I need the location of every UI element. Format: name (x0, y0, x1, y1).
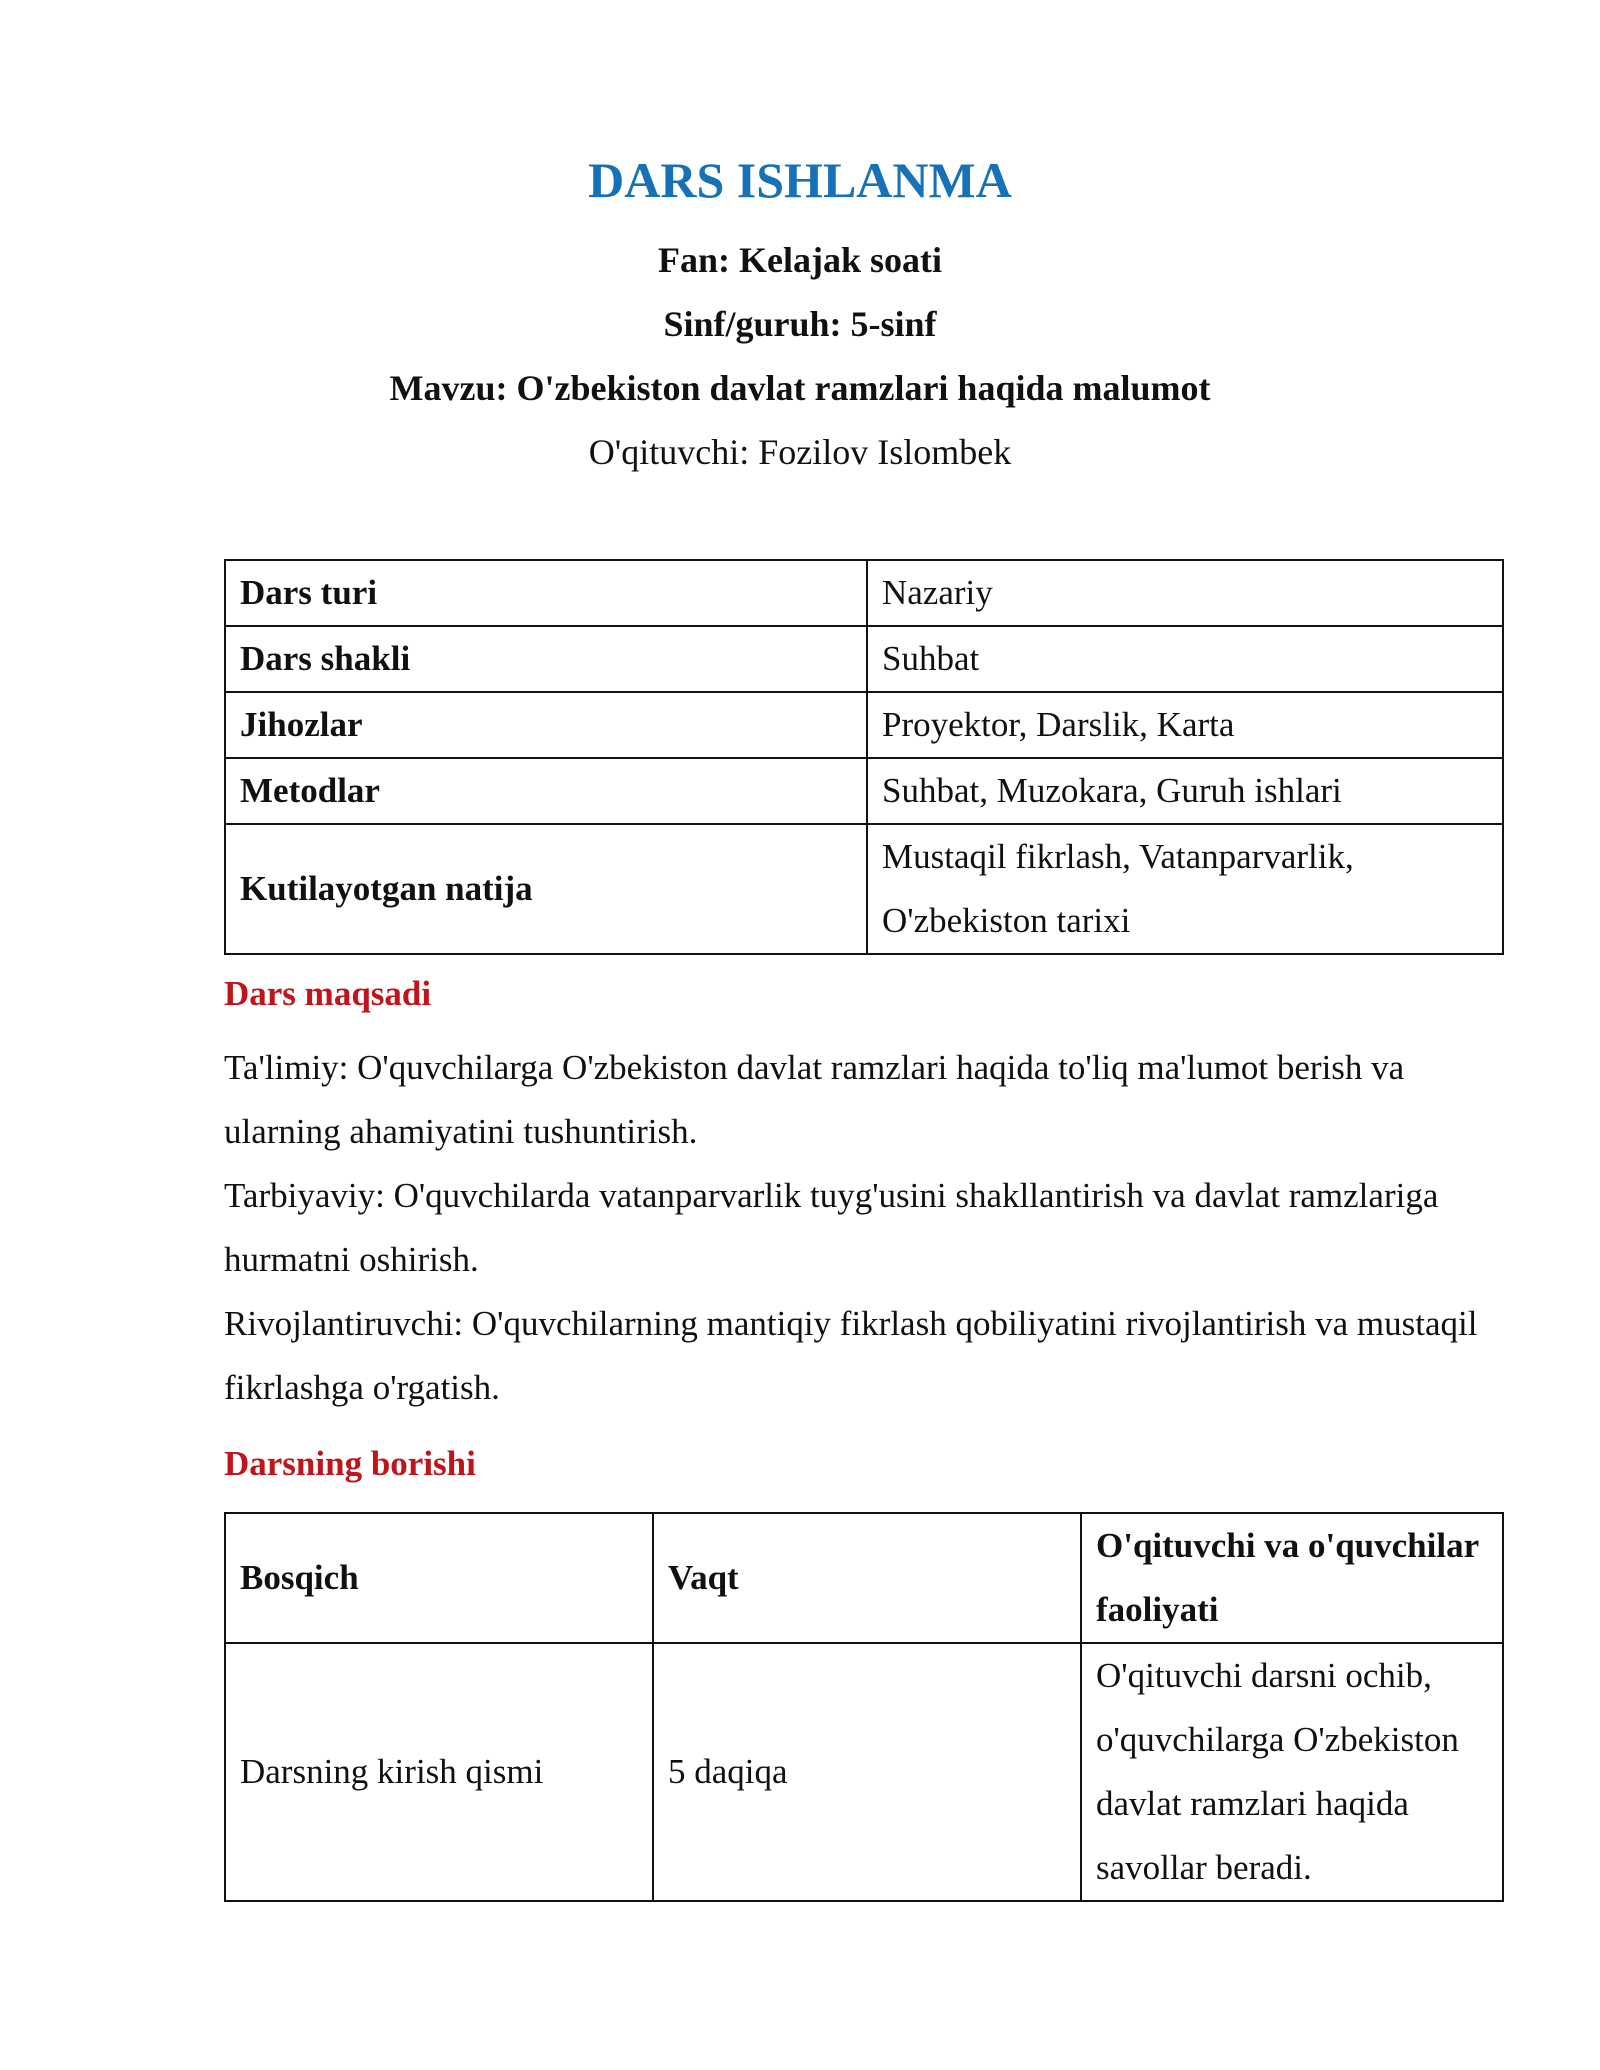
lesson-info-table (224, 559, 1504, 955)
subject-line: Fan: Kelajak soati (658, 240, 942, 280)
info-value (867, 824, 1503, 954)
goals-heading: Dars maqsadi (224, 974, 432, 1013)
info-value: Suhbat, Muzokara, Guruh ishlari (867, 758, 1503, 824)
info-label: Kutilayotgan natija (225, 824, 867, 954)
info-value: Nazariy (867, 560, 1503, 626)
table-row (225, 1643, 1503, 1901)
table-header-row (225, 1513, 1503, 1643)
column-header-time: Vaqt (653, 1513, 1081, 1643)
info-label: Dars shakli (225, 626, 867, 692)
table-row (225, 824, 1503, 954)
info-value-line: Mustaqil fikrlash, Vatanparvarlik, (882, 837, 1354, 876)
info-value: Suhbat (867, 626, 1503, 692)
activity-cell: O'qituvchi darsni ochib, o'quvchilarga O'zbekiston davlat ramzlari haqida savollar beradi. (1081, 1643, 1503, 1901)
grade-line: Sinf/guruh: 5-sinf (663, 304, 937, 344)
info-label: Metodlar (225, 758, 867, 824)
info-label: Dars turi (225, 560, 867, 626)
topic-line: Mavzu: O'zbekiston davlat ramzlari haqida malumot (389, 368, 1211, 408)
column-header-stage: Bosqich (225, 1513, 653, 1643)
info-label: Jihozlar (225, 692, 867, 758)
goal-item: Ta'limiy: O'quvchilarga O'zbekiston davlat ramzlari haqida to'liq ma'lumot berish va ularning ahamiyatini tushuntirish. (224, 1048, 1405, 1151)
column-header-activity: O'qituvchi va o'quvchilar faoliyati (1081, 1513, 1503, 1643)
teacher-line: O'qituvchi: Fozilov Islombek (588, 432, 1012, 472)
document-title: DARS ISHLANMA (588, 152, 1012, 208)
goal-item: Tarbiyaviy: O'quvchilarda vatanparvarlik tuyg'usini shakllantirish va davlat ramzlariga hurmatni oshirish. (224, 1176, 1439, 1279)
stage-cell: Darsning kirish qismi (225, 1643, 653, 1901)
goals-list (224, 1036, 1514, 1420)
table-row (225, 692, 1503, 758)
table-row (225, 626, 1503, 692)
progress-heading: Darsning borishi (224, 1444, 476, 1483)
info-value: Proyektor, Darslik, Karta (867, 692, 1503, 758)
info-value-line: O'zbekiston tarixi (882, 901, 1131, 940)
time-cell: 5 daqiqa (653, 1643, 1081, 1901)
table-row (225, 560, 1503, 626)
lesson-progress-table (224, 1512, 1504, 1902)
table-row (225, 758, 1503, 824)
goal-item: Rivojlantiruvchi: O'quvchilarning mantiqiy fikrlash qobiliyatini rivojlantirish va mustaqil fikrlashga o'rgatish. (224, 1304, 1478, 1407)
